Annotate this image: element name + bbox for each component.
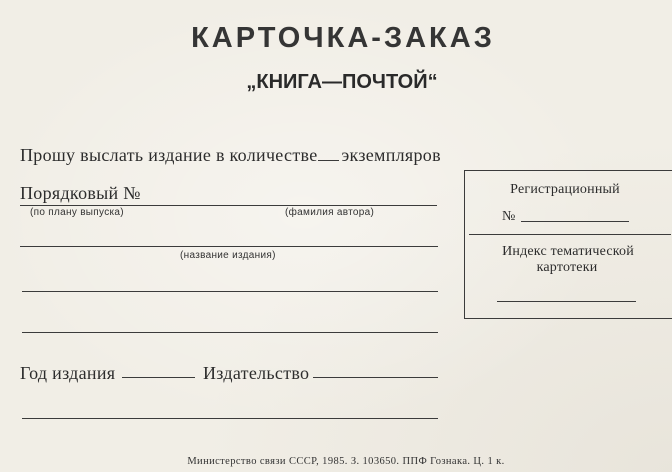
registration-number-label: №	[502, 209, 516, 224]
publisher-fill-line	[313, 377, 438, 378]
year-label: Год издания	[20, 363, 116, 383]
imprint-footer: Министерство связи СССР, 1985. З. 103650. ППФ Гознака. Ц. 1 к.	[187, 456, 505, 467]
publisher-label: Издательство	[203, 363, 310, 383]
registration-divider	[469, 234, 671, 235]
index-label-line-2: картотеки	[536, 260, 598, 275]
request-text: Прошу выслать издание в количестве	[20, 145, 318, 165]
index-label-line-1: Индекс тематической	[502, 244, 634, 259]
serial-author-fill-line	[20, 205, 437, 206]
card-title: КАРТОЧКА-ЗАКАЗ	[191, 22, 495, 54]
blank-fill-line-1	[22, 291, 438, 292]
serial-label: Порядковый №	[20, 183, 141, 203]
registration-box	[464, 170, 672, 319]
book-title-hint: (название издания)	[180, 250, 276, 261]
registration-number-line	[521, 221, 629, 222]
registration-heading: Регистрационный	[510, 182, 620, 197]
request-line	[20, 146, 441, 164]
index-fill-line	[497, 301, 636, 302]
card-subtitle: „КНИГА—ПОЧТОЙ“	[246, 71, 438, 93]
blank-fill-line-2	[22, 332, 438, 333]
author-hint: (фамилия автора)	[285, 207, 375, 218]
serial-hint: (по плану выпуска)	[30, 207, 124, 218]
blank-fill-line-3	[22, 418, 438, 419]
request-unit: экземпляров	[341, 145, 441, 165]
book-title-fill-line	[20, 246, 438, 247]
copies-blank	[318, 150, 339, 161]
year-fill-line	[122, 377, 195, 378]
